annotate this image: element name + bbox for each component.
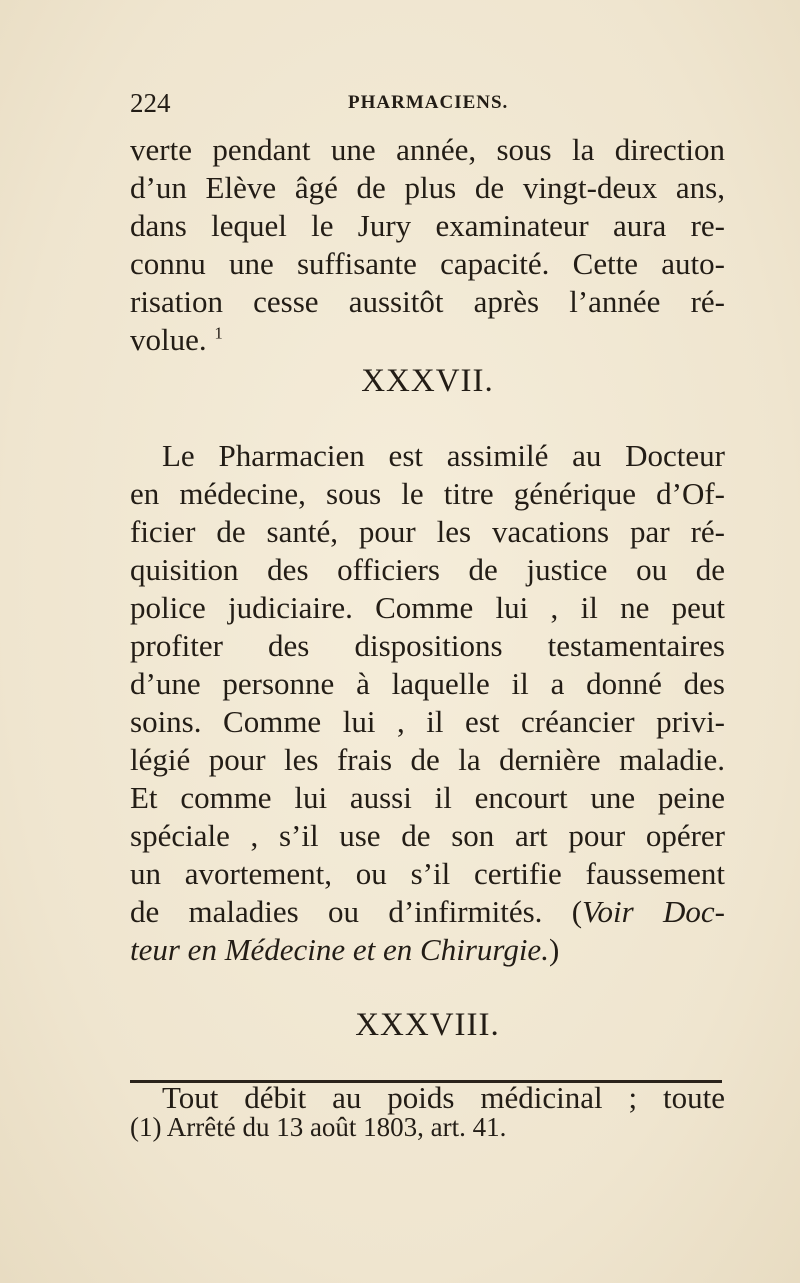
cross-reference[interactable]: Voir Doc- [582,894,725,929]
main-text [130,131,725,1117]
text-line: un avortement, ou s’il certifie faussement [130,856,725,891]
text-line: d’un Elève âgé de plus de vingt-deux ans, [130,170,725,205]
text-line: en médecine, sous le titre générique d’Of- [130,476,725,511]
text-line: soins. Comme lui , il est créancier privi- [130,704,725,739]
article-heading: XXXVII. [361,363,494,399]
text-line [130,893,725,931]
text-line: Et comme lui aussi il encourt une peine [130,780,725,815]
text-line: profiter des dispositions testamentaires [130,628,725,663]
cross-reference[interactable]: teur en Médecine et en Chirurgie. [130,932,549,967]
text-line: spéciale , s’il use de son art pour opérer [130,818,725,853]
footnote: (1) Arrêté du 13 août 1803, art. 41. [130,1112,507,1142]
running-title: PHARMACIENS. [348,92,509,113]
text-line: Tout débit au poids médicinal ; toute [162,1080,725,1115]
text-fragment: ) [548,932,560,967]
text-line: connu une suffisante capacité. Cette auto- [130,246,725,281]
text-line: quisition des officiers de justice ou de [130,552,725,587]
footnote-rule [130,1080,722,1083]
text-line: verte pendant une année, sous la direction [130,132,725,167]
running-head [130,88,725,124]
footnote-reference[interactable]: 1 [214,323,223,343]
text-line: dans lequel le Jury examinateur aura re- [130,208,725,243]
text-line: Le Pharmacien est assimilé au Docteur [162,438,725,473]
text-fragment: volue. [130,322,207,357]
text-line [130,321,725,359]
page-number: 224 [130,88,171,118]
text-line [130,931,725,969]
text-fragment: de maladies ou d’infirmités. ( [130,894,583,929]
text-line: légié pour les frais de la dernière maladie. [130,742,725,777]
text-line: ficier de santé, pour les vacations par ré- [130,514,725,549]
article-heading: XXXVIII. [355,1007,500,1043]
text-line: police judiciaire. Comme lui , il ne peut [130,590,725,625]
text-line: risation cesse aussitôt après l’année ré- [130,284,725,319]
text-line: d’une personne à laquelle il a donné des [130,666,725,701]
